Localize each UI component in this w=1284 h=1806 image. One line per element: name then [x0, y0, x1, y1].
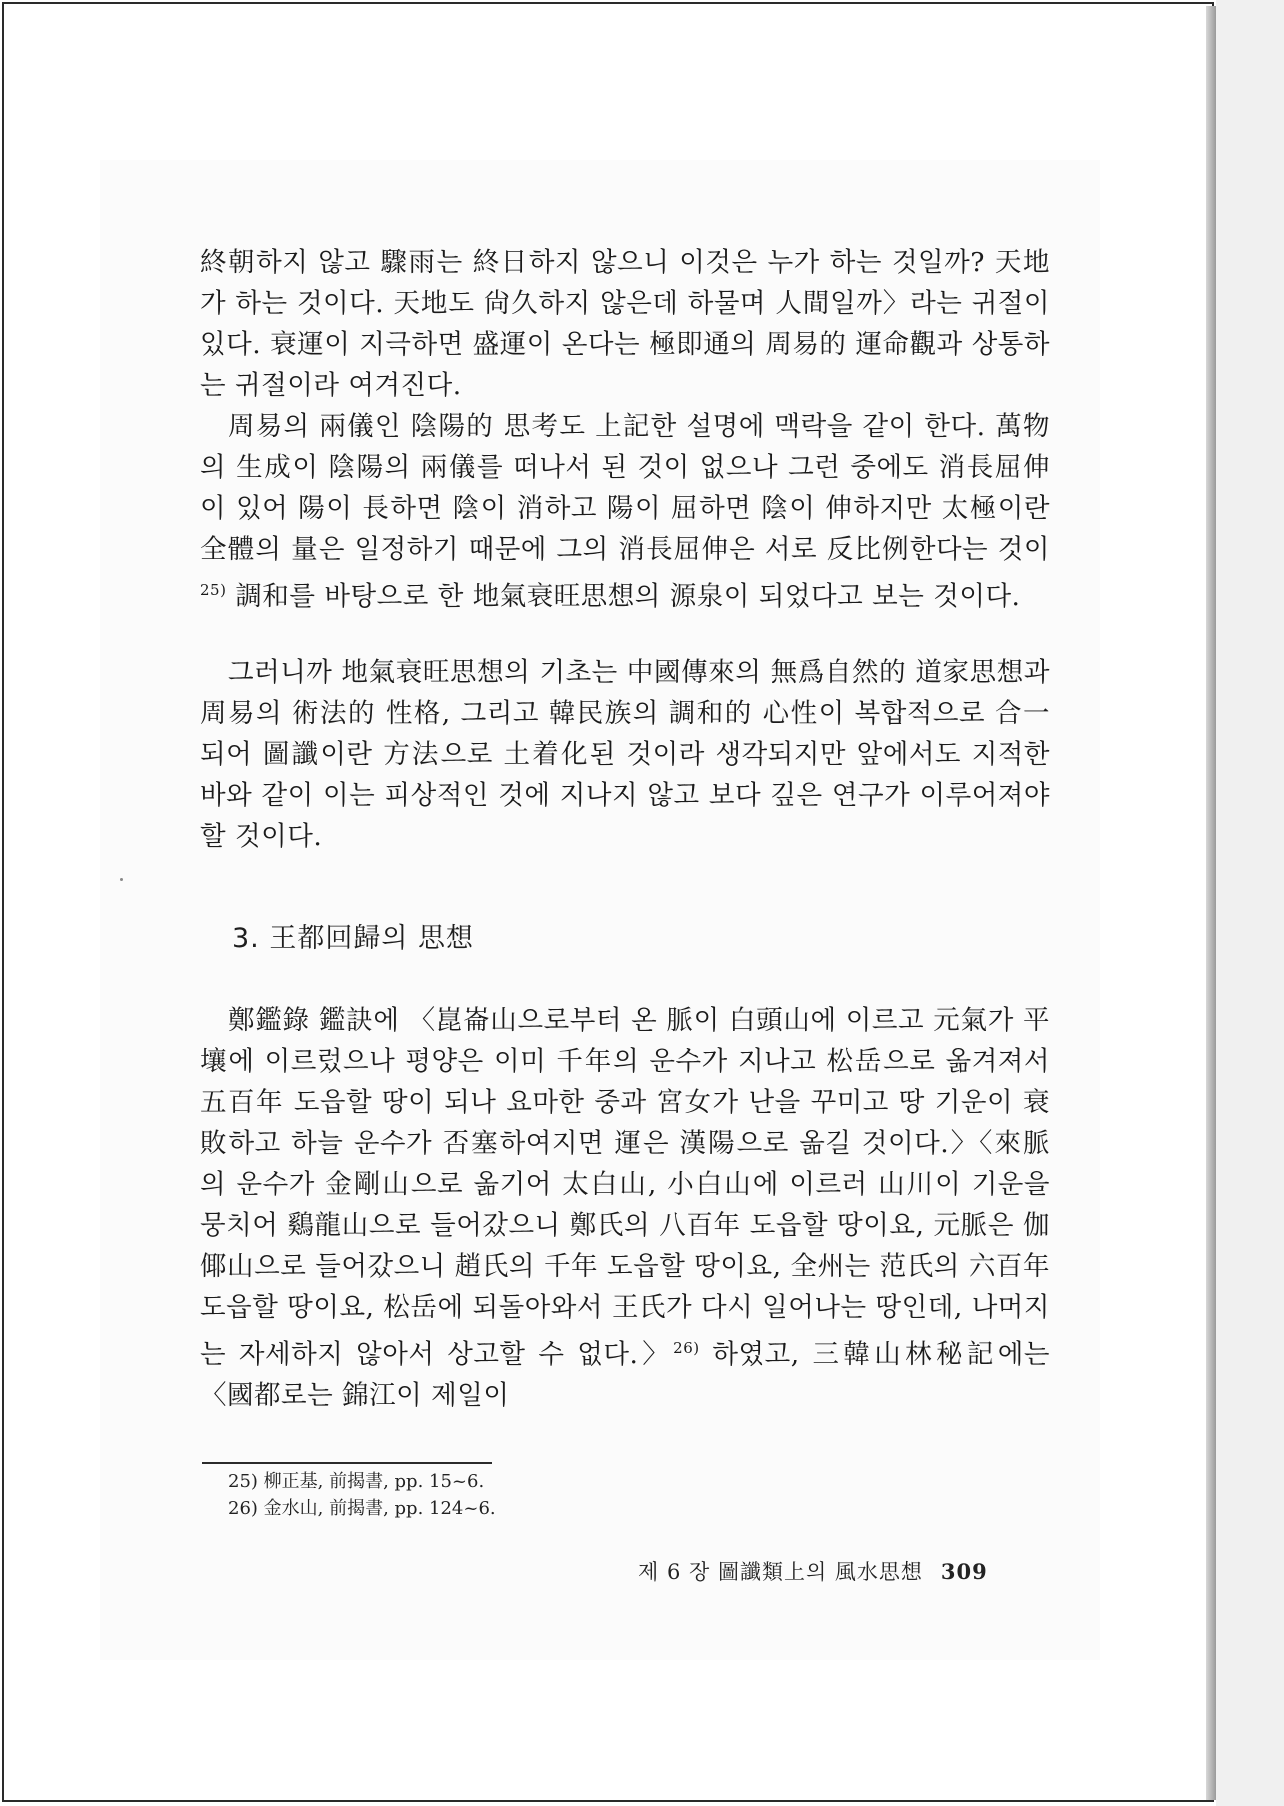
paragraph-jeonggamnok [200, 1000, 1050, 1416]
page-number: 309 [940, 1559, 988, 1584]
chapter-title: 제 6 장 圖讖類上의 風水思想 [638, 1560, 923, 1584]
running-footer [638, 1556, 988, 1586]
section-heading: 3. 王都回歸의 思想 [232, 923, 475, 954]
scan-margin [1216, 0, 1284, 1806]
paragraph-text: 그러니까 地氣衰旺思想의 기초는 中國傳來의 無爲自然的 道家思想과 周易의 術法的 性格, 그리고 韓民族의 調和的 心性이 복합적으로 合一되어 圖讖이란 方法으로 土着化된 것이라 생각되지만 앞에서도 지적한 바와 같이 이는 피상적인 것에 지나지 않고 보다 깊은 연구가 이루어져야 할 것이다. [200, 657, 1050, 852]
footnote-ref[interactable]: 25) [200, 581, 227, 599]
paragraph-continuation [200, 242, 1050, 406]
footnotes [228, 1468, 496, 1522]
paragraph-text: 周易의 兩儀인 陰陽的 思考도 上記한 설명에 맥락을 같이 한다. 萬物의 生成이 陰陽의 兩儀를 떠나서 된 것이 없으나 그런 중에도 消長屈伸이 있어 陽이 長하면 陰이 消하고 陽이 屈하면 陰이 伸하지만 太極이란 全體의 量은 일정하기 때문에 그의 消長屈伸은 서로 反比例한다는 것이$^{25)}$ 調和를 바탕으로 한 地氣衰旺思想의 源泉이 되었다고 보는 것이다. [200, 411, 1050, 612]
paragraph-text: 終朝하지 않고 驟雨는 終日하지 않으니 이것은 누가 하는 것일까? 天地가 하는 것이다. 天地도 尙久하지 않은데 하물며 人間일까〉라는 귀절이 있다. 衰運이 지극하면 盛運이 온다는 極即通의 周易的 運命觀과 상통하는 귀절이라 여겨진다. [200, 247, 1050, 401]
scan-speck [120, 878, 123, 881]
page-edge-shadow [1206, 6, 1216, 1800]
footnote-ref[interactable]: 26) [673, 1339, 700, 1357]
footnote-26: 26) 金水山, 前揭書, pp. 124~6. [228, 1498, 496, 1519]
paragraph-text: 鄭鑑錄 鑑訣에 〈崑崙山으로부터 온 脈이 白頭山에 이르고 元氣가 平壤에 이르렀으나 평양은 이미 千年의 운수가 지나고 松岳으로 옮겨져서 五百年 도읍할 땅이 되나 요마한 중과 宮女가 난을 꾸미고 땅 기운이 衰敗하고 하늘 운수가 否塞하여지면 運은 漢陽으로 옮길 것이다.〉〈來脈의 운수가 金剛山으로 옮기어 太白山, 小白山에 이르러 山川이 기운을 뭉치어 鷄龍山으로 들어갔으니 鄭氏의 八百年 도읍할 땅이요, 元脈은 伽倻山으로 들어갔으니 趙氏의 千年 도읍할 땅이요, 全州는 范氏의 六百年 도읍할 땅이요, 松岳에 되돌아와서 王氏가 다시 일어나는 땅인데, 나머지는 자세하지 않아서 상고할 수 없다.〉$^{26)}$ 하였고, 三韓山林秘記에는 〈國都로는 錦江이 제일이 [200, 1005, 1050, 1411]
paragraph-yinyang [200, 406, 1050, 617]
footnote-25: 25) 柳正基, 前揭書, pp. 15~6. [228, 1471, 485, 1492]
footnote-divider [202, 1462, 492, 1464]
paragraph-summary [200, 652, 1050, 857]
